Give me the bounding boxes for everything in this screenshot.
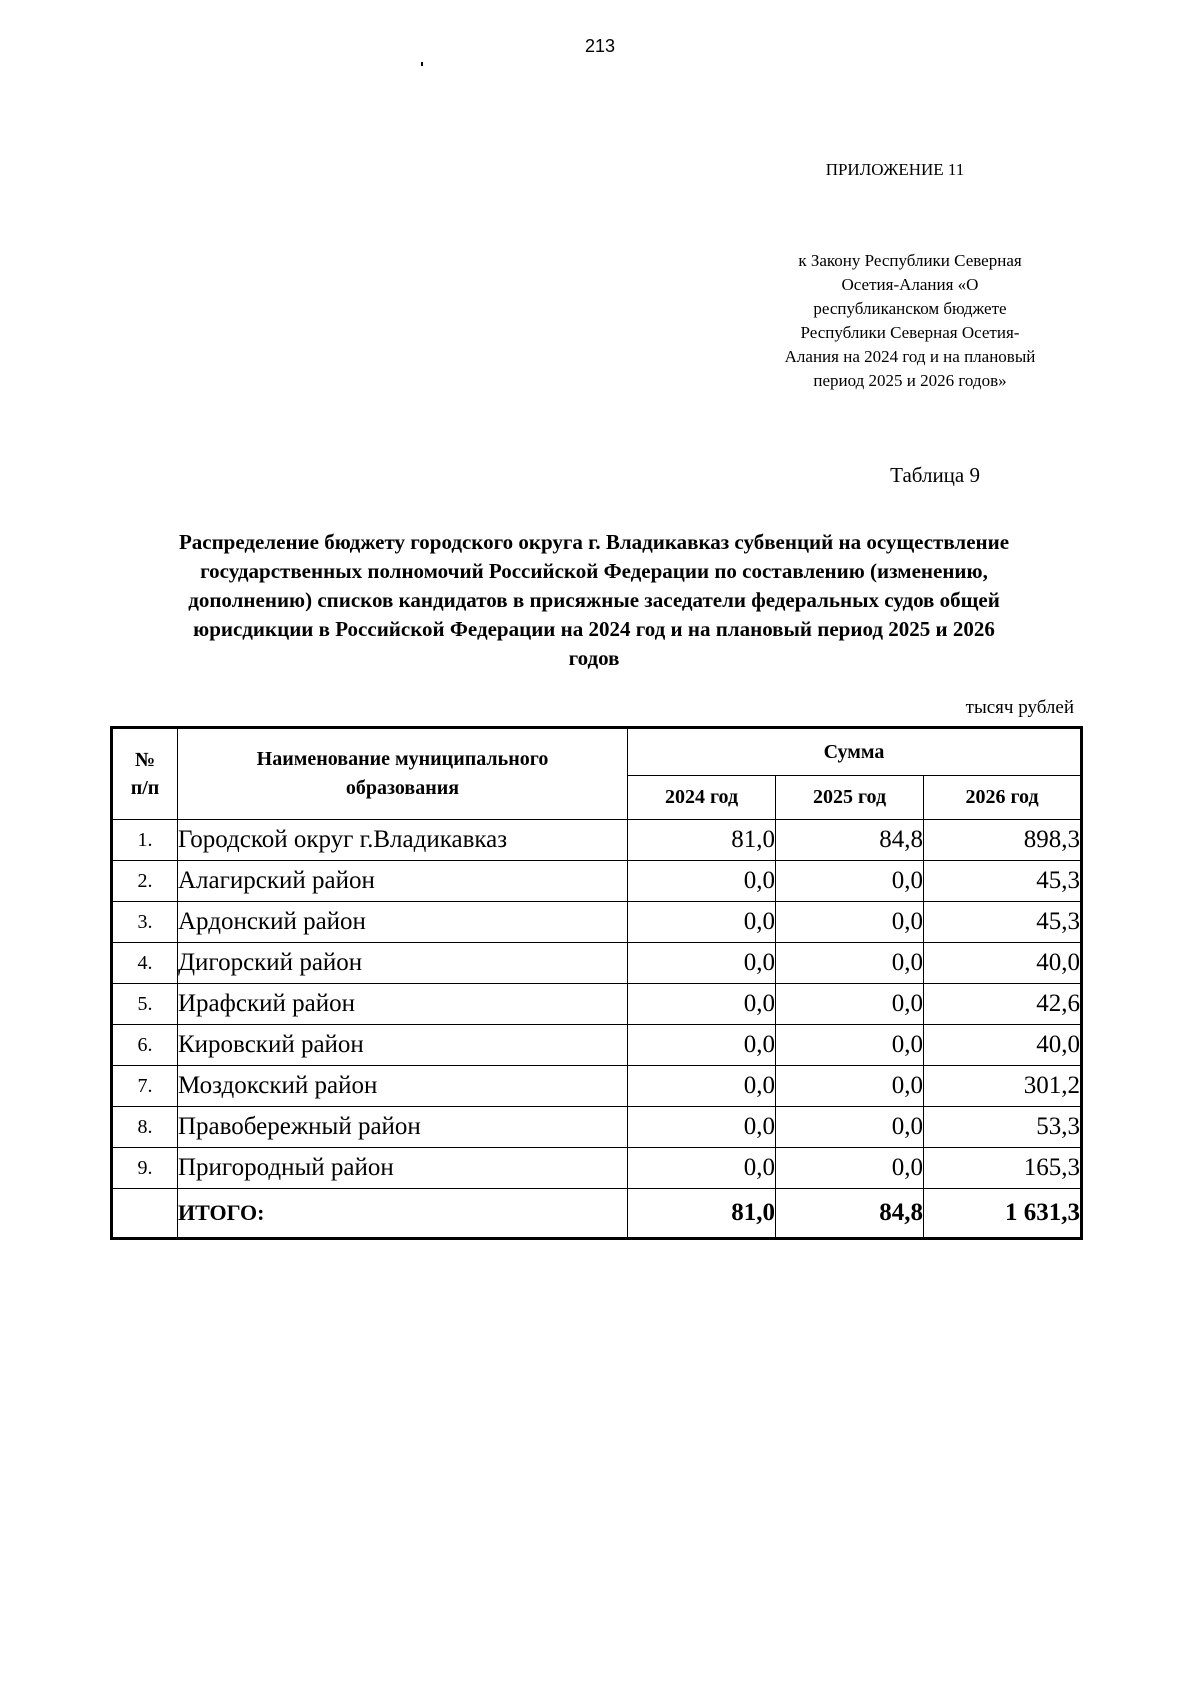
row-value-2026: 301,2 xyxy=(924,1066,1082,1107)
title-line: государственных полномочий Российской Федерации по составлению (изменению, xyxy=(200,559,988,583)
row-number: 7. xyxy=(112,1066,178,1107)
row-number: 2. xyxy=(112,861,178,902)
row-value-2026: 45,3 xyxy=(924,861,1082,902)
row-municipality: Моздокский район xyxy=(178,1066,628,1107)
row-value-2025: 0,0 xyxy=(776,902,924,943)
row-value-2024: 0,0 xyxy=(628,943,776,984)
row-value-2024: 0,0 xyxy=(628,1025,776,1066)
row-value-2026: 42,6 xyxy=(924,984,1082,1025)
row-number: 4. xyxy=(112,943,178,984)
table-row xyxy=(112,902,1082,943)
table-row xyxy=(112,984,1082,1025)
total-value-2025: 84,8 xyxy=(776,1189,924,1239)
row-value-2025: 0,0 xyxy=(776,1066,924,1107)
row-number: 1. xyxy=(112,820,178,861)
row-value-2025: 84,8 xyxy=(776,820,924,861)
row-value-2026: 898,3 xyxy=(924,820,1082,861)
header-municipality xyxy=(178,728,628,820)
law-reference-line: республиканском бюджете xyxy=(813,299,1007,318)
row-value-2026: 45,3 xyxy=(924,902,1082,943)
scan-speck xyxy=(421,62,423,66)
header-number-symbol: № xyxy=(134,749,156,771)
header-year-2024: 2024 год xyxy=(628,776,776,820)
row-value-2026: 53,3 xyxy=(924,1107,1082,1148)
header-sum: Сумма xyxy=(628,728,1082,776)
row-municipality: Дигорский район xyxy=(178,943,628,984)
table-row xyxy=(112,861,1082,902)
row-value-2024: 0,0 xyxy=(628,1107,776,1148)
total-value-2026: 1 631,3 xyxy=(924,1189,1082,1239)
row-value-2025: 0,0 xyxy=(776,1148,924,1189)
table-row xyxy=(112,1148,1082,1189)
row-value-2025: 0,0 xyxy=(776,1025,924,1066)
row-value-2024: 0,0 xyxy=(628,1066,776,1107)
row-value-2024: 81,0 xyxy=(628,820,776,861)
title-line: юрисдикции в Российской Федерации на 2024 год и на плановый период 2025 и 2026 xyxy=(193,617,995,641)
row-value-2026: 40,0 xyxy=(924,1025,1082,1066)
law-reference-line: период 2025 и 2026 годов» xyxy=(813,371,1007,390)
title-line: годов xyxy=(568,646,620,670)
row-municipality: Ардонский район xyxy=(178,902,628,943)
header-municipality-line2: образования xyxy=(345,777,460,799)
table-row xyxy=(112,943,1082,984)
header-municipality-line1: Наименование муниципального xyxy=(256,748,549,770)
subvention-table xyxy=(110,726,1083,1240)
table-row xyxy=(112,820,1082,861)
row-value-2024: 0,0 xyxy=(628,902,776,943)
total-label: ИТОГО: xyxy=(178,1189,628,1239)
row-value-2026: 165,3 xyxy=(924,1148,1082,1189)
total-number-empty xyxy=(112,1189,178,1239)
page-number: 213 xyxy=(584,36,616,56)
table-row xyxy=(112,1025,1082,1066)
appendix-label: ПРИЛОЖЕНИЕ 11 xyxy=(825,160,965,179)
row-value-2026: 40,0 xyxy=(924,943,1082,984)
table-header-row xyxy=(112,728,1082,776)
row-value-2025: 0,0 xyxy=(776,943,924,984)
row-municipality: Кировский район xyxy=(178,1025,628,1066)
law-reference-line: к Закону Республики Северная xyxy=(798,251,1022,270)
row-value-2025: 0,0 xyxy=(776,861,924,902)
law-reference xyxy=(750,249,1070,393)
law-reference-line: Республики Северная Осетия- xyxy=(800,323,1020,342)
row-number: 6. xyxy=(112,1025,178,1066)
row-number: 5. xyxy=(112,984,178,1025)
title-line: Распределение бюджету городского округа г. Владикавказ субвенций на осуществление xyxy=(178,530,1010,554)
row-municipality: Городской округ г.Владикавказ xyxy=(178,820,628,861)
row-municipality: Пригородный район xyxy=(178,1148,628,1189)
row-number: 9. xyxy=(112,1148,178,1189)
table-number: Таблица 9 xyxy=(890,463,980,487)
row-value-2025: 0,0 xyxy=(776,1107,924,1148)
header-year-2026: 2026 год xyxy=(924,776,1082,820)
header-number-abbr: п/п xyxy=(130,777,160,799)
row-value-2024: 0,0 xyxy=(628,1148,776,1189)
title-line: дополнению) списков кандидатов в присяжные заседатели федеральных судов общей xyxy=(188,588,1000,612)
units-label: тысяч рублей xyxy=(965,697,1074,718)
header-number xyxy=(112,728,178,820)
row-value-2025: 0,0 xyxy=(776,984,924,1025)
row-number: 8. xyxy=(112,1107,178,1148)
table-row xyxy=(112,1107,1082,1148)
row-municipality: Ирафский район xyxy=(178,984,628,1025)
total-value-2024: 81,0 xyxy=(628,1189,776,1239)
law-reference-line: Осетия-Алания «О xyxy=(841,275,979,294)
table-row xyxy=(112,1066,1082,1107)
law-reference-line: Алания на 2024 год и на плановый xyxy=(784,347,1036,366)
table-total-row xyxy=(112,1189,1082,1239)
row-value-2024: 0,0 xyxy=(628,861,776,902)
row-municipality: Алагирский район xyxy=(178,861,628,902)
row-value-2024: 0,0 xyxy=(628,984,776,1025)
header-year-2025: 2025 год xyxy=(776,776,924,820)
row-municipality: Правобережный район xyxy=(178,1107,628,1148)
row-number: 3. xyxy=(112,902,178,943)
document-title xyxy=(100,528,1088,673)
